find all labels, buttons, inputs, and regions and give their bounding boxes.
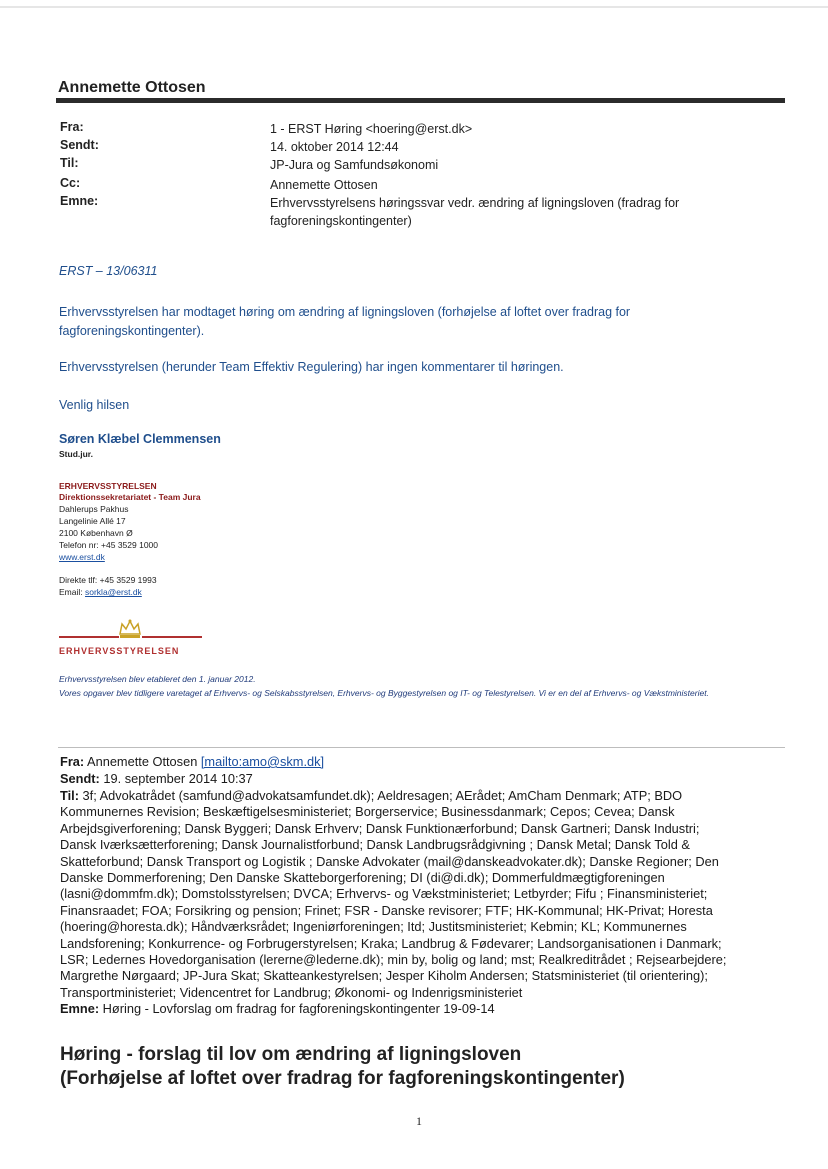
signature-dept: Direktionssekretariatet - Team Jura — [59, 492, 201, 502]
subject-label: Emne: — [60, 194, 99, 208]
sent-value: 14. oktober 2014 12:44 — [270, 140, 399, 154]
phone: Telefon nr: +45 3529 1000 — [59, 540, 159, 550]
recipient-line: Skatteforbund; Dansk Transport og Logistik ; Danske Advokater (mail@danskeadvokater.dk); Danske Regioner; Den — [60, 853, 719, 869]
forward-separator — [58, 747, 785, 748]
heading-line-1: Høring - forslag til lov om ændring af ligningsloven — [60, 1044, 522, 1065]
fwd-from-label: Fra: — [60, 754, 85, 769]
recipient-line: Dansk Iværksætterforening; Dansk Journalistforbund; Dansk Landbrugsrådgivning ; Dansk Metal; Dansk Told & — [60, 837, 690, 853]
fwd-subject-label: Emne: — [60, 1001, 100, 1017]
recipient-line: LSR; Ledernes Hovedorganisation (lererne@lederne.dk); min by, bolig og land; mst; Realkreditrådet ; Rejsearbejdere; — [60, 952, 727, 968]
subject-value: Erhvervsstyrelsens høringssvar vedr. ændring af ligningsloven (fradrag for fagforeningskontingenter) — [270, 196, 680, 228]
address-line-1: Dahlerups Pakhus — [59, 504, 129, 514]
recipient-line: Margrethe Nørgaard; JP-Jura Skat; Skatteankestyrelsen; Jesper Kiholm Andersen; Statsministeriet (til orientering); — [60, 968, 708, 984]
case-number: ERST – 13/06311 — [59, 264, 158, 278]
signature-name: Søren Klæbel Clemmensen — [59, 432, 221, 446]
recipient-line: Transportministeriet; Videncentret for Landbrug; Økonomi- og Indenrigsministeriet — [60, 984, 523, 1000]
fwd-sent-row — [60, 771, 790, 787]
heading-line-2: (Forhøjelse af loftet over fradrag for fagforeningskontingenter) — [60, 1068, 625, 1089]
recipient-line: (lasni@dommfm.dk); Domstolsstyrelsen; DVCA; Erhvervs- og Vækstministeriet; Letbyrder; Fifu ; Finansministeriet; — [60, 886, 708, 902]
logo-line-right — [142, 636, 202, 638]
page-number: 1 — [416, 1114, 422, 1128]
cc-label: Cc: — [60, 176, 81, 190]
establishment-note: Erhvervsstyrelsen blev etableret den 1. januar 2012. — [59, 674, 256, 684]
fwd-from-row — [60, 754, 790, 770]
owner-rule — [56, 98, 785, 103]
history-note: Vores opgaver blev tidligere varetaget af Erhvervs- og Selskabsstyrelsen, Erhvervs- og Byggestyrelsen og IT- og Telestyrelsen. Vi er en del af Erhvervs- og Vækstministeriet. — [59, 688, 709, 698]
recipient-line: Danske Dommerforening; Den Danske Skatteborgerforening; DI (di@di.dk); Dommerfuldmægtigforeningen — [60, 870, 665, 886]
address-line-2: Langelinie Allé 17 — [59, 516, 126, 526]
signature-org: ERHVERVSSTYRELSEN — [59, 481, 157, 491]
recipient-line: (hoering@horesta.dk); Håndværksrådet; Ingeniørforeningen; Itd; Justitsministeriet; Kebmin; KL; Kommunernes — [60, 919, 687, 935]
fwd-to-label: Til: — [60, 788, 79, 803]
email-link[interactable]: sorkla@erst.dk — [85, 587, 142, 597]
address-line-3: 2100 København Ø — [59, 528, 133, 538]
mailbox-owner: Annemette Ottosen — [58, 79, 206, 96]
logo-line-left — [59, 636, 119, 638]
fwd-subject-value: Høring - Lovforslag om fradrag for fagforeningskontingenter 19-09-14 — [102, 1001, 495, 1017]
to-label: Til: — [60, 156, 79, 170]
message-paragraph-2: Erhvervsstyrelsen (herunder Team Effektiv Regulering) har ingen kommentarer til høringen. — [59, 360, 564, 374]
email-row — [59, 587, 142, 598]
direct-phone: Direkte tlf: +45 3529 1993 — [59, 575, 157, 585]
page-top-edge — [0, 6, 828, 8]
recipient-line: Landsforening; Konkurrence- og Forbrugerstyrelsen; Kraka; Landbrug & Fødevarer; Landsorganisationen i Danmark; — [60, 935, 722, 951]
signature-title: Stud.jur. — [59, 449, 93, 459]
fwd-from-mail[interactable]: [mailto:amo@skm.dk] — [200, 754, 325, 769]
cc-value: Annemette Ottosen — [270, 178, 378, 192]
from-label: Fra: — [60, 120, 84, 134]
recipient-line: Kommunernes Revision; Beskæftigelsesministeriet; Borgerservice; Businessdanmark; Cepos; Cevea; Dansk — [60, 804, 675, 820]
recipient-line: Til: 3f; Advokatrådet (samfund@advokatsamfundet.dk); Aeldresagen; AErådet; AmCham Denmark; ATP; BDO — [60, 788, 683, 803]
recipient-line: Arbejdsgiverforening; Dansk Byggeri; Dansk Erhverv; Dansk Funktionærforbund; Dansk Gartneri; Dansk Industri; — [60, 820, 700, 836]
fwd-from-name: Annemette Ottosen — [87, 754, 198, 769]
sent-label: Sendt: — [60, 138, 99, 152]
website-link[interactable]: www.erst.dk — [59, 552, 105, 562]
logo-text: ERHVERVSSTYRELSEN — [59, 646, 180, 656]
crown-icon — [117, 618, 143, 640]
recipient-line: Finansraadet; FOA; Forsikring og pension; Frinet; FSR - Danske revisorer; FTF; HK-Kommunal; HK-Privat; Horesta — [60, 902, 713, 918]
closing: Venlig hilsen — [59, 398, 130, 412]
to-value: JP-Jura og Samfundsøkonomi — [270, 158, 439, 172]
fwd-subject-row — [60, 1001, 790, 1017]
message-paragraph-1: Erhvervsstyrelsen har modtaget høring om ændring af ligningsloven (forhøjelse af loftet over fradrag for fagforeningskontingenter). — [59, 305, 631, 338]
from-value: 1 - ERST Høring <hoering@erst.dk> — [270, 122, 473, 136]
email-label: Email: — [59, 587, 83, 597]
fwd-recipients — [60, 788, 790, 1018]
fwd-sent-label: Sendt: — [60, 771, 100, 786]
fwd-sent-value: 19. september 2014 10:37 — [103, 771, 253, 786]
